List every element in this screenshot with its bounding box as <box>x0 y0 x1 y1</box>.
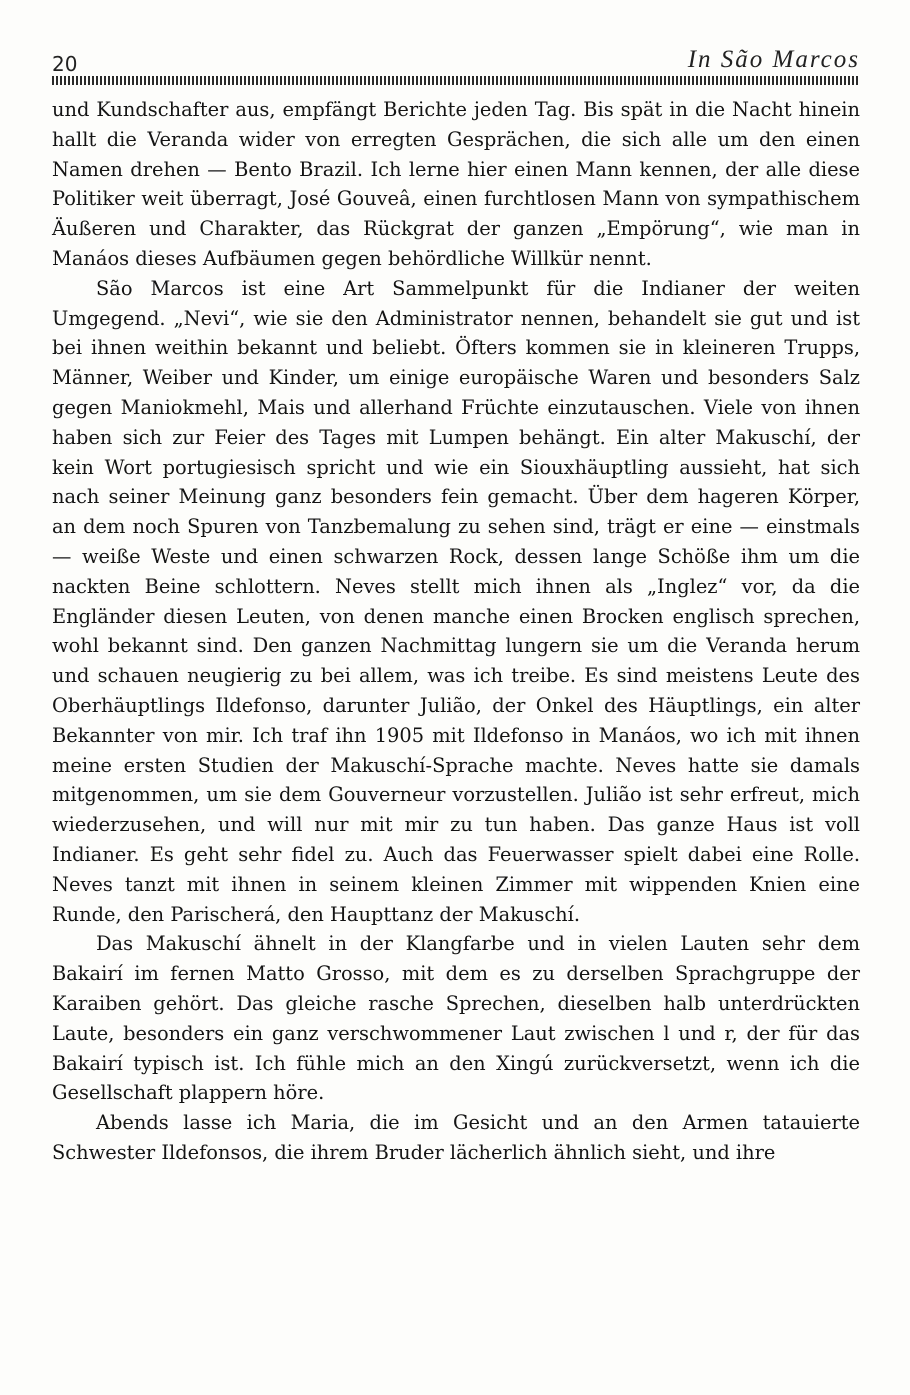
paragraph: Abends lasse ich Maria, die im Gesicht und an den Armen tatauierte Schwester Ildefonsos, die ihrem Bruder lächerlich ähnlich sieht, und ihre <box>52 1111 860 1164</box>
page-header <box>52 46 860 76</box>
paragraph: Das Makuschí ähnelt in der Klangfarbe und in vielen Lauten sehr dem Bakairí im fernen Matto Grosso, mit dem es zu derselben Sprachgruppe der Karaiben gehört. Das gleiche rasche Sprechen, dieselben halb unterdrückten Laute, besonders ein ganz verschwommener Laut zwischen l und r, der für das Bakairí typisch ist. Ich fühle mich an den Xingú zurückversetzt, wenn ich die Gesellschaft plappern höre. <box>52 932 860 1105</box>
body-text <box>52 95 860 1168</box>
header-rule <box>52 76 860 85</box>
paragraph: und Kundschafter aus, empfängt Berichte jeden Tag. Bis spät in die Nacht hinein hallt die Veranda wider von erregten Gesprächen, die sich alle um den einen Namen drehen — Bento Brazil. Ich lerne hier einen Mann kennen, der alle diese Politiker weit überragt, José Gouveâ, einen furchtlosen Mann von sympathischem Äußeren und Charakter, das Rückgrat der ganzen „Empörung“, wie man in Manáos dieses Aufbäumen gegen behördliche Willkür nennt. <box>52 98 860 270</box>
page-number: 20 <box>52 52 78 76</box>
paragraph: São Marcos ist eine Art Sammelpunkt für die Indianer der weiten Umgegend. „Nevi“, wie sie den Administrator nennen, behandelt sie gut und ist bei ihnen weithin bekannt und beliebt. Öfters kommen sie in kleineren Trupps, Männer, Weiber und Kinder, um einige europäische Waren und besonders Salz gegen Maniokmehl, Mais und allerhand Früchte einzutauschen. Viele von ihnen haben sich zur Feier des Tages mit Lumpen behängt. Ein alter Makuschí, der kein Wort portugiesisch spricht und wie ein Siouxhäuptling aussieht, hat sich nach seiner Meinung ganz besonders fein gemacht. Über dem hageren Körper, an dem noch Spuren von Tanzbemalung zu sehen sind, trägt er eine — einstmals — weiße Weste und einen schwarzen Rock, dessen lange Schöße ihm um die nackten Beine schlottern. Neves stellt mich ihnen als „Inglez“ vor, da die Engländer diesen Leuten, von denen manche einen Brocken englisch sprechen, wohl bekannt sind. Den ganzen Nachmittag lungern sie um die Veranda herum und schauen neugierig zu bei allem, was ich treibe. Es sind meistens Leute des Oberhäuptlings Ildefonso, darunter Julião, der Onkel des Häuptlings, ein alter Bekannter von mir. Ich traf ihn 1905 mit Ildefonso in Manáos, wo ich mit ihnen meine ersten Studien der Makuschí-Sprache machte. Neves hatte sie damals mitgenommen, um sie dem Gouverneur vorzustellen. Julião ist sehr erfreut, mich wiederzusehen, und will nur mit mir zu tun haben. Das ganze Haus ist voll Indianer. Es geht sehr fidel zu. Auch das Feuerwasser spielt dabei eine Rolle. Neves tanzt mit ihnen in seinem kleinen Zimmer mit wippenden Knien eine Runde, den Parischerá, den Haupttanz der Makuschí. <box>52 276 860 926</box>
running-title: In São Marcos <box>687 46 860 73</box>
